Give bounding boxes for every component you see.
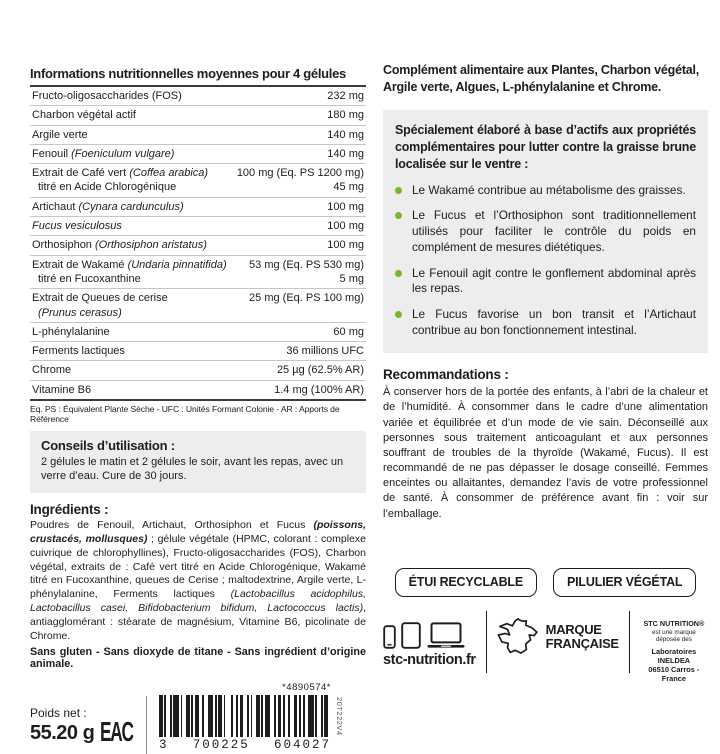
weight-label: Poids net : [30,706,87,721]
ingredients-section [30,502,366,671]
table-row [30,342,366,361]
packaging-zone [30,682,366,754]
trademark-note: est une marque déposée des [652,629,696,643]
usage-text: 2 gélules le matin et 2 gélules le soir, avant les repas, avec un verre d’eau. Cure de 30 jours. [41,456,344,483]
nutrient-value: 60 mg [333,325,364,338]
laboratory-name: Laboratoires INELDEA [651,647,697,665]
table-footnote: Eq. PS : Équivalent Plante Sèche - UFC : Unités Formant Colonie - AR : Apports de Référence [30,404,340,425]
plant-pillbox-badge: PILULIER VÉGÉTAL [553,568,696,597]
nutrient-value: 180 mg [327,109,364,122]
recommendations-title: Recommandations : [383,367,509,383]
brand-footer [383,607,708,683]
bullet-icon [395,270,402,277]
benefit-item: Le Wakamé contribue au métabolisme des graisses. [395,183,696,199]
nutrient-value: 1.4 mg (100% AR) [274,383,364,396]
bullet-icon [395,311,402,318]
nutrient-name: Chrome [32,364,72,377]
smartphone-icon [383,625,396,649]
nutrient-name: Charbon végétal actif [32,109,136,122]
net-weight [30,682,146,748]
nutrient-name: Fucus vesiculosus [32,220,122,233]
bullet-icon [395,187,402,194]
table-row [30,381,366,399]
table-row [30,323,366,342]
barcode [159,695,327,737]
nutrient-value: 25 mg (Eq. PS 100 mg) [249,292,364,305]
nutrient-value: 140 mg [327,147,364,160]
nutrient-name: Fructo-oligosaccharides (FOS) [32,90,182,102]
nutrient-name: Vitamine B6 [32,383,92,396]
origin-line-1: MARQUE [545,621,602,637]
tablet-icon [401,622,421,649]
nutrient-value: 100 mg [327,200,364,213]
website-url: stc-nutrition.fr [383,652,476,668]
benefit-item: Le Fucus favorise un bon transit et l’Artichaut contribue au bon fonctionnement intestinal. [395,307,696,338]
vertical-divider [146,696,147,754]
benefit-item: Le Fenouil agit contre le gonflement abdominal après les repas. [395,266,696,297]
right-column [383,62,708,597]
left-column [30,66,366,754]
nutrient-name: Ferments lactiques [32,345,125,358]
laptop-icon [426,622,466,649]
recommendations-text: À conserver hors de la portée des enfants, à l’abri de la chaleur et de l’humidité. À consommer dans le cadre d’une alimentation variée et équilibrée et d’un mode de vie sain. Déconseillé aux personnes sous traitement anticoagulant et aux personnes souffrant de troubles de la thyroïde (Wakamé, Fucus). Il est recommandé de ne pas dépasser le dosage conseillé. Femmes enceintes ou allaitantes, demandez l’avis de votre professionnel de santé. À consommer de préférence avant fin : voir sur l’emballage. [383,386,708,520]
nutrient-value: 140 mg [327,128,364,141]
nutrient-name: Fenouil (Foeniculum vulgare) [32,147,175,160]
recommendations-section [383,367,708,522]
bullet-icon [395,212,402,219]
table-row [30,361,366,380]
table-row [30,198,366,217]
benefits-heading: Spécialement élaboré à base d’actifs aux propriétés complémentaires pour lutter contre la graisse brune localisée sur le ventre : [395,122,696,171]
ingredients-title: Ingrédients : [30,501,109,517]
table-row [30,145,366,164]
nutrient-value: 100 mg (Eq. PS 1200 mg) 45 mg [236,167,364,194]
usage-box [30,431,366,493]
benefits-box [383,110,708,354]
nutrient-value: 25 µg (62.5% AR) [276,364,364,377]
origin-line-2: FRANÇAISE [545,636,619,651]
nutrient-value: 100 mg [327,220,364,233]
nutrient-name: Extrait de Wakamé (Undaria pinnatifida) titré en Fucoxanthine [32,258,227,285]
nutrient-name: Extrait de Café vert (Coffea arabica) titré en Acide Chlorogénique [32,167,209,194]
nutrient-value: 100 mg [327,239,364,252]
trademark-owner: STC NUTRITION® [643,619,705,628]
laboratory-address: 06510 Carros - France [648,665,700,683]
nutrition-table [30,85,366,401]
table-row [30,126,366,145]
ingredients-text: Poudres de Fenouil, Artichaut, Orthosiphon et Fucus (poissons, crustacés, mollusques) ; gélule végétale (HPMC, colorant : complexe cuivrique de chlorophyllines), Fructo-oligosaccharides (FOS), Charbon végétal, extraits de : Café vert titré en Acide Chlorogénique, Wakamé titré en Fucoxanthine, queues de Cerise ; maltodextrine, Argile verte, L-phénylalanine, Ferments lactiques (Lactobacillus acidophilus, Lactobacillus casei, Bifidobacterium bifidum, Lactococcus lactis), antiagglomérant : stéarate de magnésium, Vitamine B6, picolinate de Chrome. [30,518,366,643]
nutrient-name: Artichaut (Cynara cardunculus) [32,200,184,213]
nutrient-value: 36 millions UFC [286,345,364,358]
table-row [30,236,366,255]
product-description: Complément alimentaire aux Plantes, Charbon végétal, Argile verte, Algues, L-phénylalanine et Chrome. [383,63,700,94]
table-row [30,217,366,236]
nutrient-name: Argile verte [32,128,88,141]
footer-divider [486,611,487,673]
footer-divider [629,611,630,673]
recyclable-badge: ÉTUI RECYCLABLE [395,568,537,597]
usage-title: Conseils d’utilisation : [41,438,175,454]
nutrition-table-title: Informations nutritionnelles moyennes pour 4 gélules [30,66,346,81]
barcode-digits: 3 700225 604027 [159,738,331,753]
france-map-icon [497,615,539,659]
eco-badges [383,568,708,597]
table-row [30,106,366,125]
french-brand-block [497,607,619,659]
eac-conformity-logo: EAC [100,717,133,748]
allergen-claims: Sans gluten - Sans dioxyde de titane - Sans ingrédient d’origine animale. [30,646,366,671]
nutrient-name: Extrait de Queues de cerise (Prunus cerasus) [32,292,168,319]
internal-code: *4890574* [282,682,331,694]
table-row [30,289,366,323]
table-row [30,87,366,106]
nutrient-name: L-phénylalanine [32,325,110,338]
lot-number: 20T222V4 [335,697,344,736]
table-row [30,256,366,290]
nutrient-value: 232 mg [327,90,364,102]
website-block [383,607,476,668]
legal-block [640,607,708,683]
nutrient-value: 53 mg (Eq. PS 530 mg) 5 mg [249,258,364,285]
weight-value: 55.20 g [30,721,95,744]
benefit-item: Le Fucus et l’Orthosiphon sont traditionnellement utilisés pour faciliter le contrôle du poids en complément de mesures diététiques. [395,208,696,255]
nutrient-name: Orthosiphon (Orthosiphon aristatus) [32,239,207,252]
table-row [30,164,366,198]
barcode-block [159,682,344,752]
